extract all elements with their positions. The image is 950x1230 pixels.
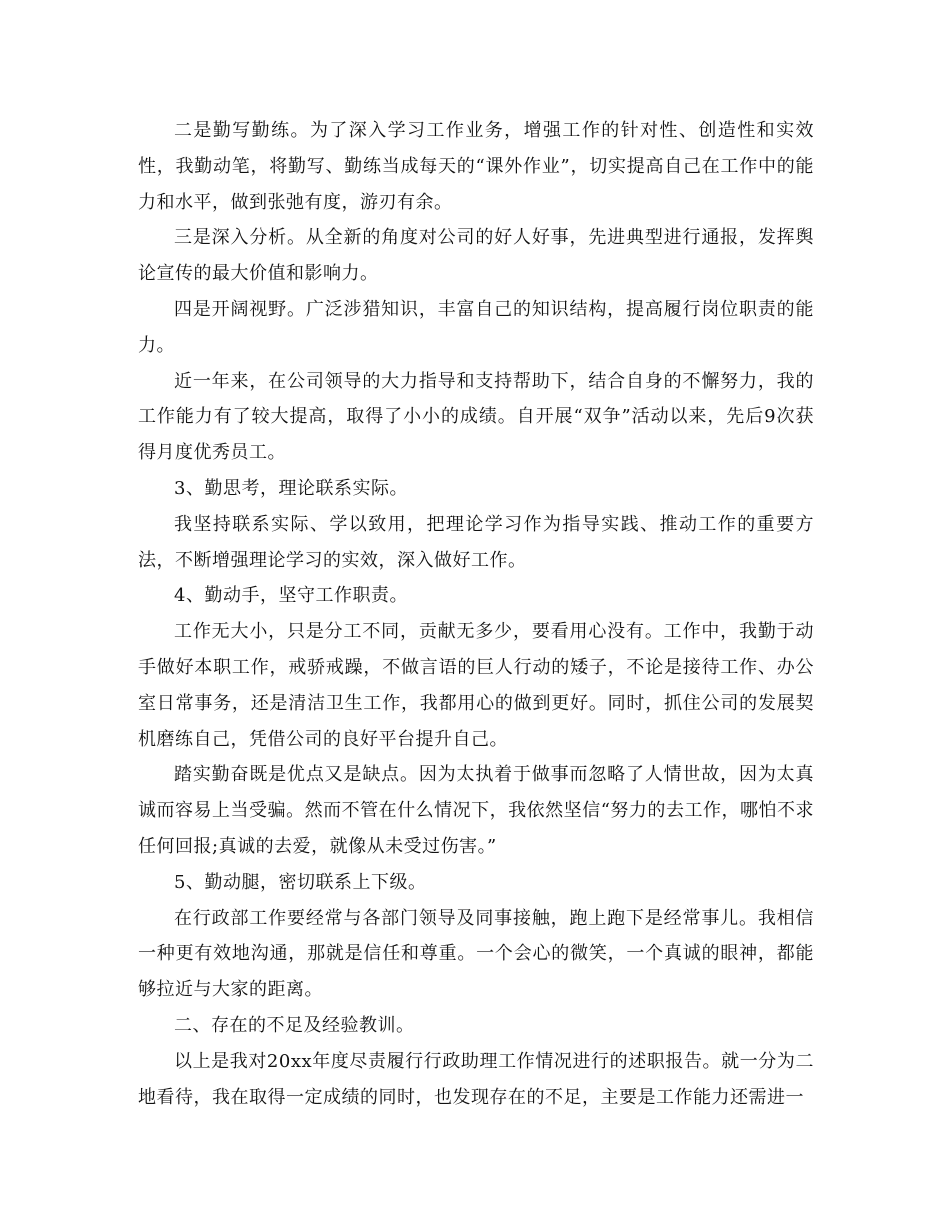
paragraph-in-depth-analysis: 三是深入分析。从全新的角度对公司的好人好事，先进典型进行通报，发挥舆论宣传的最大价值和影响力。 (138, 227, 814, 285)
paragraph-communication: 在行政部工作要经常与各部门领导及同事接触，跑上跑下是经常事儿。我相信一种更有效地沟通，那就是信任和尊重。一个会心的微笑，一个真诚的眼神，都能够拉近与大家的距离。 (138, 907, 814, 1001)
paragraph-past-year-achievements: 近一年来，在公司领导的大力指导和支持帮助下，结合自身的不懈努力，我的工作能力有了较大提高，取得了小小的成绩。自开展“双争”活动以来，先后9次获得月度优秀员工。 (138, 370, 814, 464)
paragraph-diligence-pros-cons: 踏实勤奋既是优点又是缺点。因为太执着于做事而忽略了人情世故，因为太真诚而容易上当受骗。然而不管在什么情况下，我依然坚信“努力的去工作，哪怕不求任何回报;真诚的去爱，就像从未受过伤害。” (138, 764, 814, 857)
paragraph-diligent-writing: 二是勤写勤练。为了深入学习工作业务，增强工作的针对性、创造性和实效性，我勤动笔，将勤写、勤练当成每天的“课外作业”，切实提高自己在工作中的能力和水平，做到张弛有度，游刃有余。 (138, 120, 814, 213)
document-body (138, 113, 814, 1115)
heading-communicate-diligently: 5、勤动腿，密切联系上下级。 (174, 871, 427, 893)
paragraph-job-duties: 工作无大小，只是分工不同，贡献无多少，要看用心没有。工作中，我勤于动手做好本职工作，戒骄戒躁，不做言语的巨人行动的矮子，不论是接待工作、办公室日常事务，还是清洁卫生工作，我都用心的做到更好。同时，抓住公司的发展契机磨练自己，凭借公司的良好平台提升自己。 (138, 621, 814, 750)
heading-think-diligently: 3、勤思考，理论联系实际。 (174, 477, 408, 499)
paragraph-theory-practice: 我坚持联系实际、学以致用，把理论学习作为指导实践、推动工作的重要方法，不断增强理论学习的实效，深入做好工作。 (138, 513, 814, 571)
heading-work-diligently: 4、勤动手，坚守工作职责。 (174, 585, 408, 607)
paragraph-report-summary: 以上是我对20xx年度尽责履行行政助理工作情况进行的述职报告。就一分为二地看待，我在取得一定成绩的同时，也发现存在的不足，主要是工作能力还需进一 (138, 1050, 814, 1108)
paragraph-broaden-horizons: 四是开阔视野。广泛涉猎知识，丰富自己的知识结构，提高履行岗位职责的能力。 (138, 298, 814, 356)
heading-shortcomings: 二、存在的不足及经验教训。 (174, 1014, 415, 1036)
